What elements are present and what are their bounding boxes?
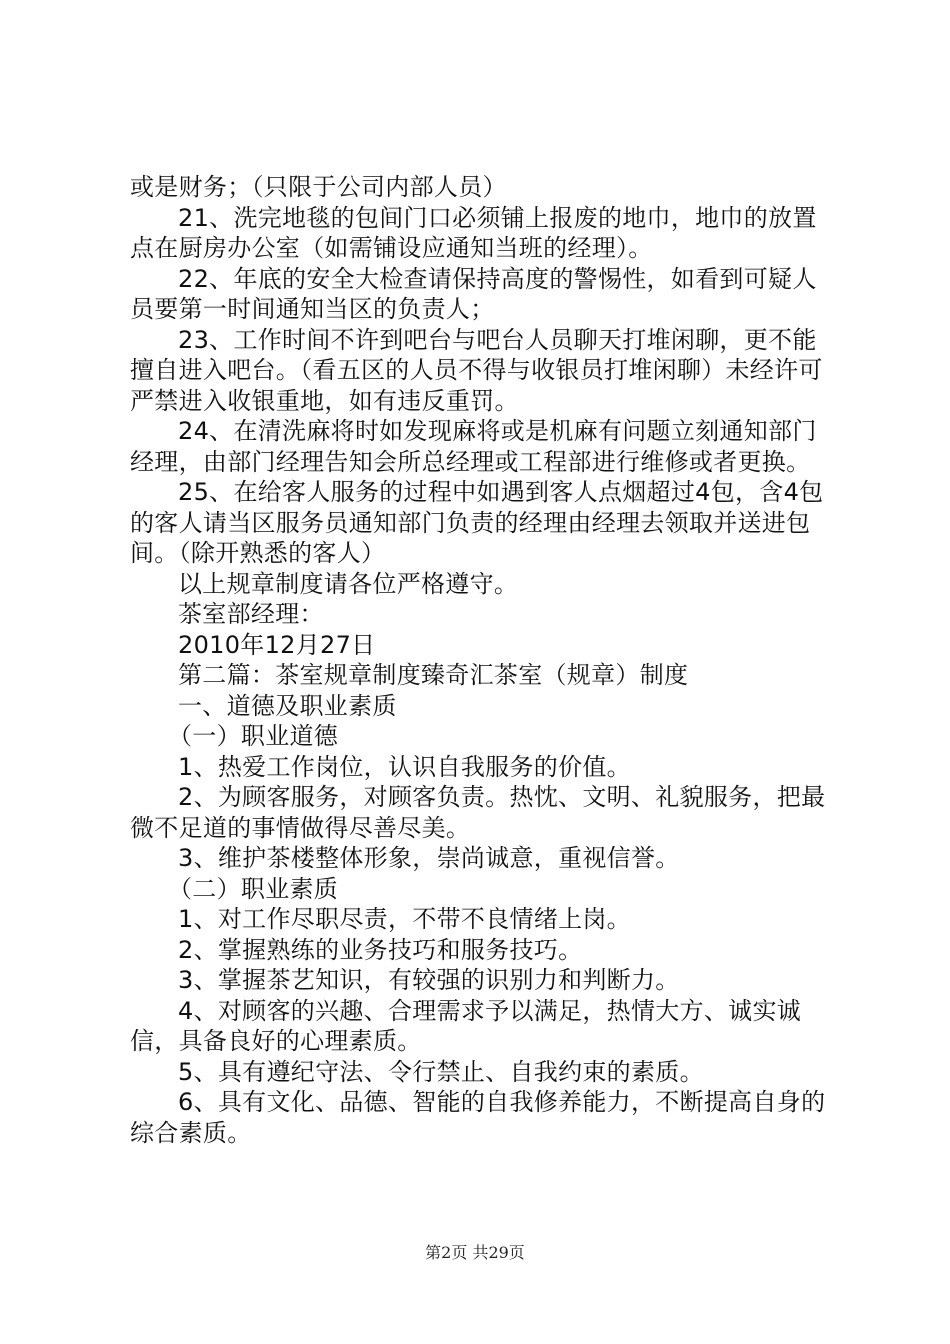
paragraph: 24、在清洗麻将时如发现麻将或是机麻有问题立刻通知部门经理，由部门经理告知会所总经理或工程部进行维修或者更换。 (130, 417, 817, 476)
paragraph: 2、为顾客服务，对顾客负责。热忱、文明、礼貌服务，把最微不足道的事情做得尽善尽美。 (130, 783, 826, 842)
paragraph: 3、掌握茶艺知识，有较强的识别力和判断力。 (178, 966, 680, 994)
paragraph: 1、对工作尽职尽责，不带不良情绪上岗。 (178, 905, 631, 933)
paragraph: 3、维护茶楼整体形象，崇尚诚意，重视信誉。 (178, 844, 680, 872)
signature-title: 茶室部经理： (178, 600, 324, 628)
document-body (130, 172, 830, 1148)
paragraph: 25、在给客人服务的过程中如遇到客人点烟超过4包，含4包的客人请当区服务员通知部门负责的经理由经理去领取并送进包间。（除开熟悉的客人） (130, 478, 824, 567)
paragraph: 4、对顾客的兴趣、合理需求予以满足，热情大方、诚实诚信，具备良好的心理素质。 (130, 996, 802, 1055)
section-heading: 一、道德及职业素质 (178, 691, 397, 720)
paragraph: 以上规章制度请各位严格遵守。 (178, 569, 519, 598)
paragraph: 21、洗完地毯的包间门口必须铺上报废的地巾，地巾的放置点在厨房办公室（如需铺设应通知当班的经理）。 (130, 203, 817, 262)
subsection-heading: （二）职业素质 (168, 874, 339, 903)
paragraph: 或是财务；（只限于公司内部人员） (130, 173, 507, 201)
subsection-heading: （一）职业道德 (168, 722, 339, 750)
date-line: 2010年12月27日 (178, 630, 376, 659)
paragraph: 5、具有遵纪守法、令行禁止、自我约束的素质。 (178, 1057, 704, 1086)
paragraph: 22、年底的安全大检查请保持高度的警惕性，如看到可疑人员要第一时间通知当区的负责人； (130, 264, 817, 323)
paragraph: 6、具有文化、品德、智能的自我修养能力，不断提高自身的综合素质。 (130, 1088, 826, 1147)
section-heading: 第二篇：茶室规章制度臻奇汇茶室（规章）制度 (178, 661, 689, 689)
paragraph: 1、热爱工作岗位，认识自我服务的价值。 (178, 752, 631, 781)
page-number-footer: 第2页 共29页 (425, 1243, 525, 1262)
paragraph: 2、掌握熟练的业务技巧和服务技巧。 (178, 935, 583, 964)
paragraph: 23、工作时间不许到吧台与吧台人员聊天打堆闲聊，更不能擅自进入吧台。（看五区的人员不得与收银员打堆闲聊）未经许可严禁进入收银重地，如有违反重罚。 (130, 325, 823, 415)
